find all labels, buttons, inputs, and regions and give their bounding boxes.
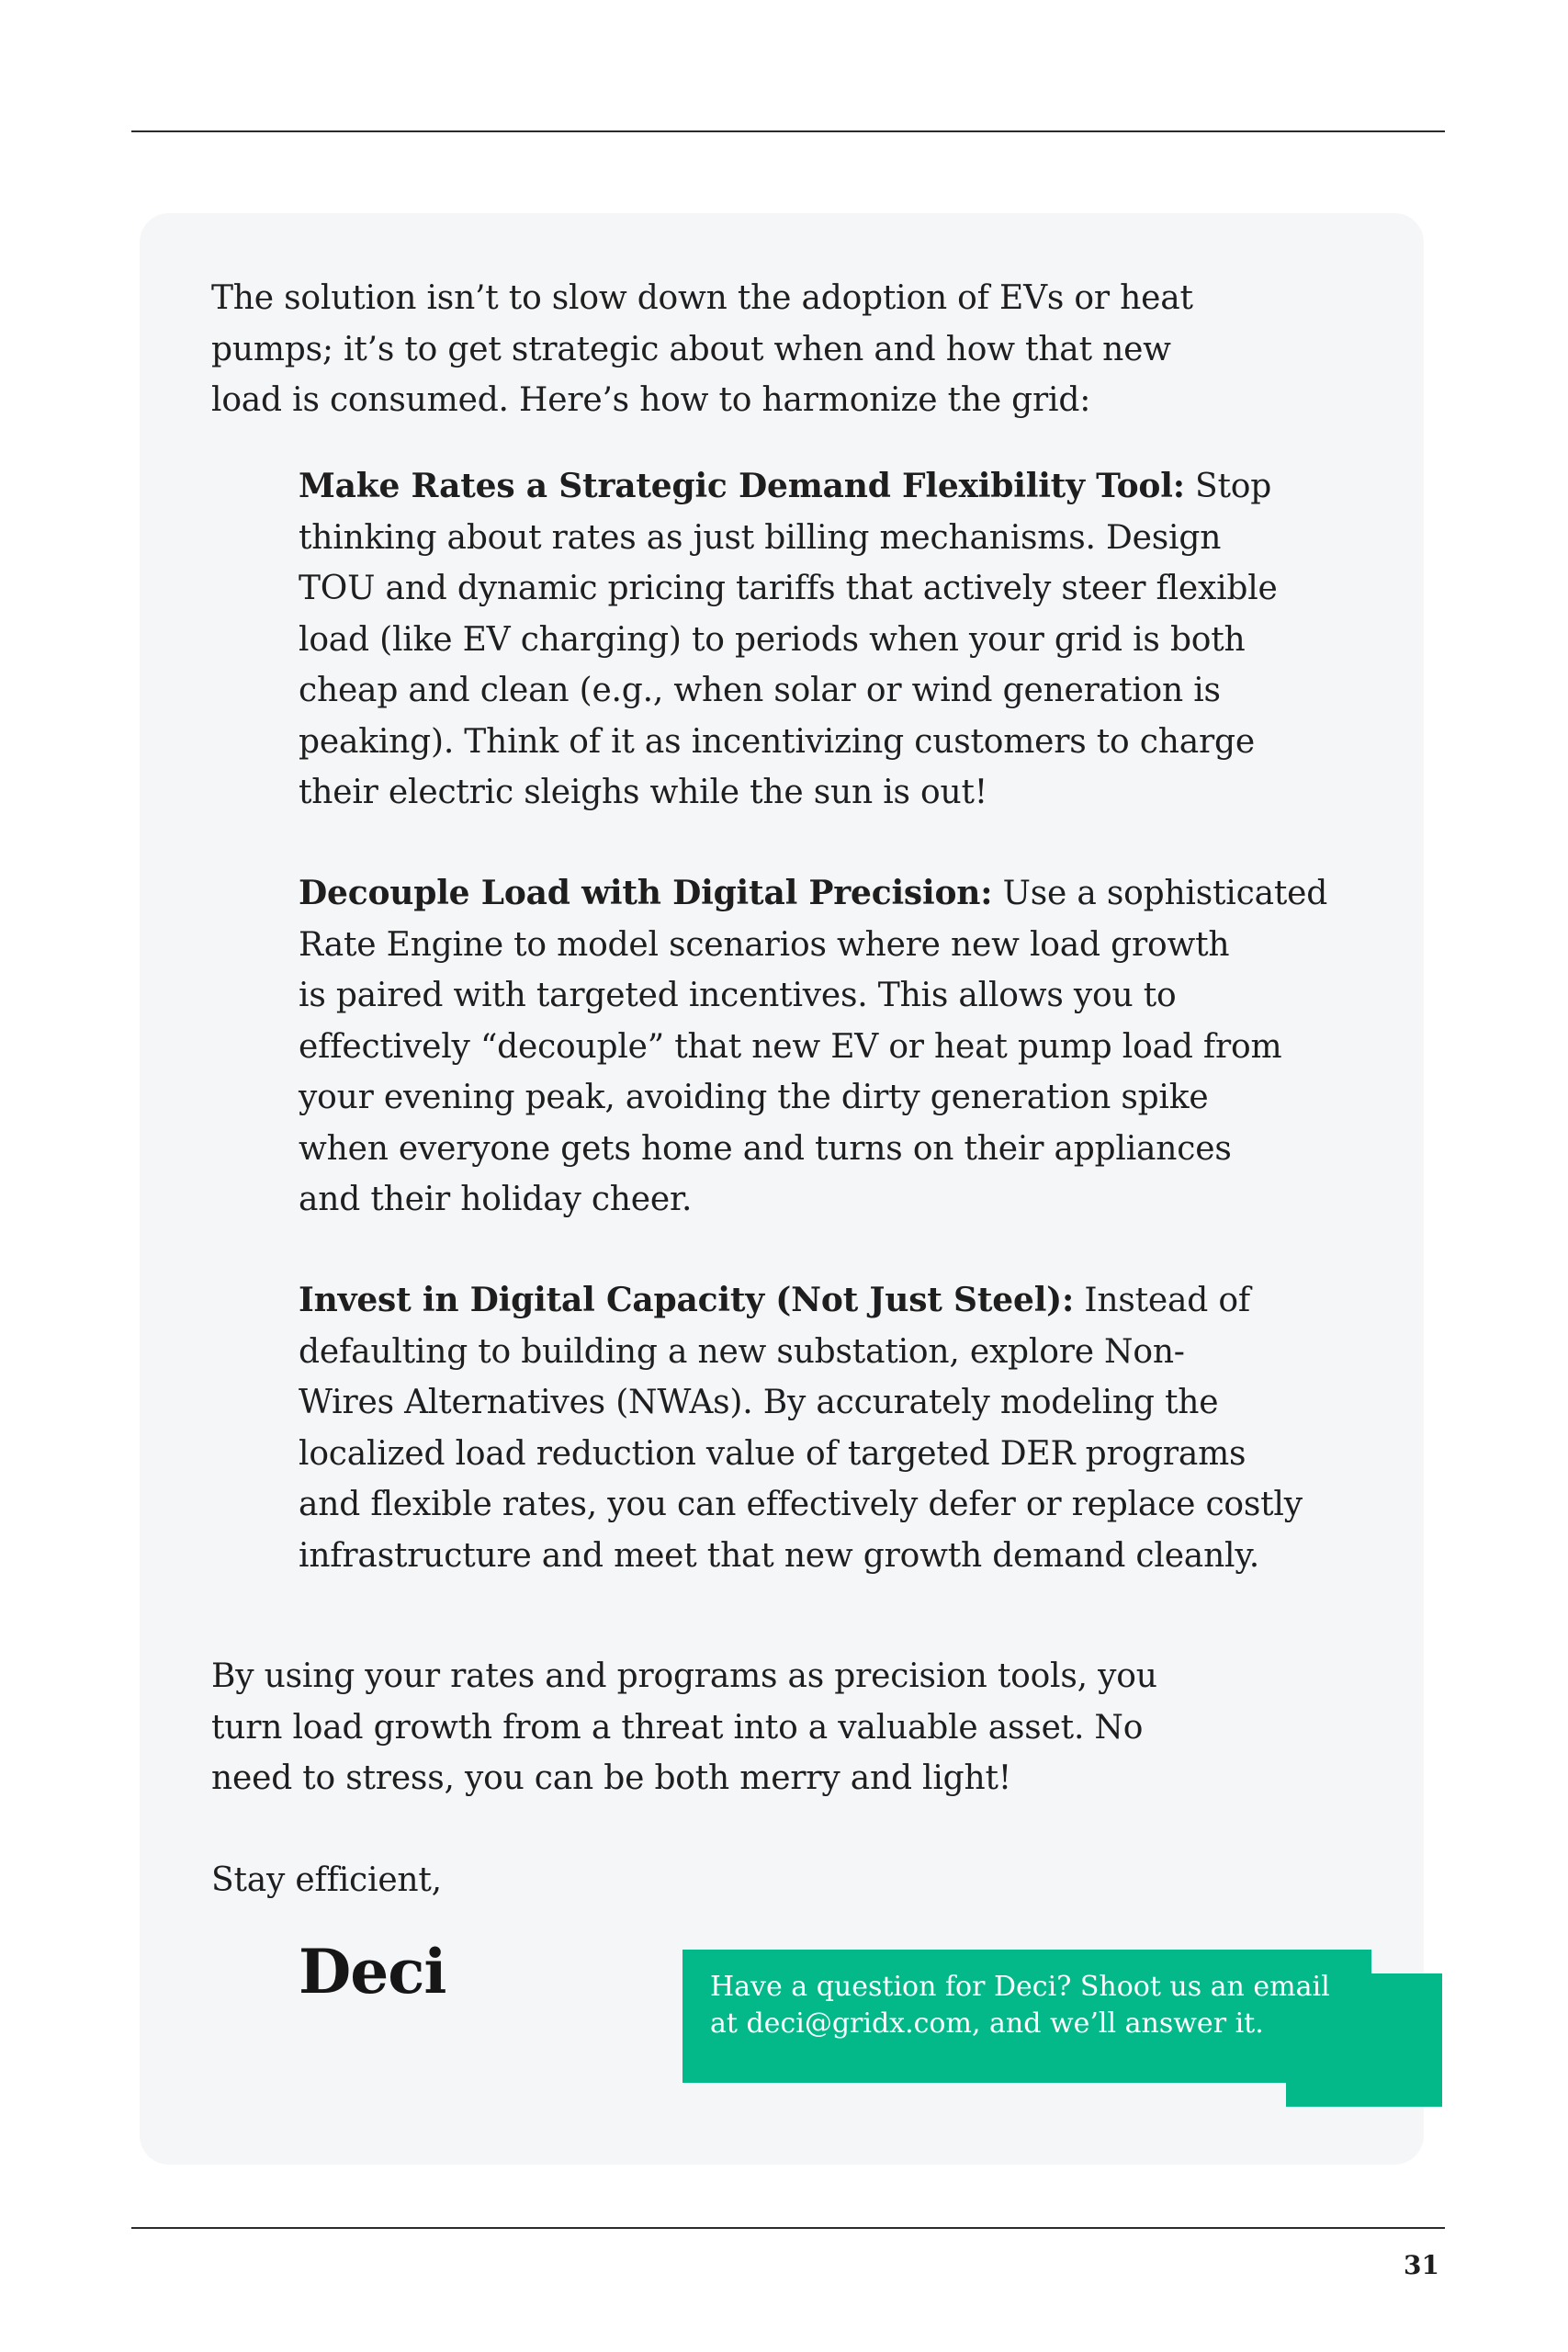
tip-body: Stop thinking about rates as just billing mechanisms. Design TOU and dynamic pricing tariffs that actively steer flexible load (like EV charging) to periods when your grid is both cheap and clean (e.g., when solar or wind generation is peaking). Think of it as incentivizing customers to charge their electric sleighs while the sun is out! — [299, 468, 1278, 811]
tip-item-decouple — [299, 868, 1346, 1226]
closing-paragraph: By using your rates and programs as precision tools, you turn load growth from a threat into a valuable asset. No need to stress, you can be both merry and light! — [211, 1657, 1157, 1797]
top-divider — [131, 130, 1445, 132]
tip-item-digital-capacity — [299, 1275, 1346, 1581]
tip-body: Instead of defaulting to building a new substation, explore Non- Wires Alternatives (NWAs). By accurately modeling the localized load reduction value of targeted DER programs and flexible rates, you can effectively defer or replace costly infrastructure and meet that new growth demand cleanly. — [299, 1282, 1303, 1575]
contact-callout-text: Have a question for Deci? Shoot us an email at deci@gridx.com, and we’ll answer it. — [710, 1971, 1330, 2040]
tip-item-rates — [299, 461, 1346, 819]
contact-callout-box — [682, 1950, 1371, 2083]
tip-title: Decouple Load with Digital Precision: — [299, 874, 993, 912]
intro-paragraph: The solution isn’t to slow down the adoption of EVs or heat pumps; it’s to get strategic about when and how that new load is consumed. Here’s how to harmonize the grid: — [211, 279, 1193, 419]
tip-title: Invest in Digital Capacity (Not Just Steel): — [299, 1281, 1075, 1319]
signature: Deci — [299, 1936, 446, 2007]
bottom-divider — [131, 2227, 1445, 2229]
page-number: 31 — [1404, 2250, 1439, 2280]
tip-title: Make Rates a Strategic Demand Flexibility Tool: — [299, 467, 1185, 505]
signoff: Stay efficient, — [211, 1861, 442, 1899]
tip-body: Use a sophisticated Rate Engine to model scenarios where new load growth is paired with targeted incentives. This allows you to effectively “decouple” that new EV or heat pump load from your evening peak, avoiding the dirty generation spike when everyone gets home and turns on their appliances and their holiday cheer. — [299, 875, 1328, 1218]
